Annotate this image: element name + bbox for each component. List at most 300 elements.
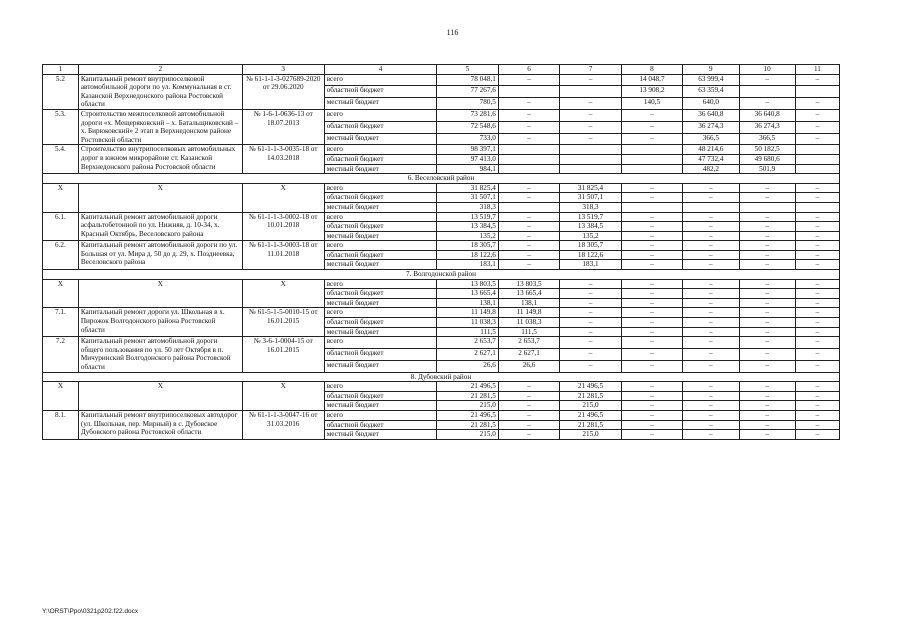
amount-cell: 97 413,0 <box>437 154 498 164</box>
amount-cell: – <box>795 420 839 430</box>
amount-cell: – <box>621 430 682 440</box>
amount-cell: – <box>621 289 682 299</box>
amount-cell <box>498 154 559 164</box>
amount-cell <box>560 86 621 98</box>
amount-cell: 11 149,8 <box>437 308 498 318</box>
amount-cell: – <box>621 250 682 260</box>
amount-cell: – <box>795 212 839 222</box>
amount-cell: – <box>498 183 559 193</box>
amount-cell: 183,1 <box>437 260 498 270</box>
amount-cell <box>498 202 559 212</box>
amount-cell: – <box>621 109 682 121</box>
amount-cell: – <box>560 349 621 361</box>
amount-cell: – <box>683 318 739 328</box>
amount-cell: 11 149,8 <box>498 308 559 318</box>
column-header: 2 <box>78 65 242 75</box>
project-document: № 61-1-1-3-027689-2020 от 29.06.2020 <box>242 74 324 109</box>
funding-source: местный бюджет <box>324 401 437 411</box>
column-header: 11 <box>795 65 839 75</box>
amount-cell: 183,1 <box>560 260 621 270</box>
amount-cell: 47 732,4 <box>683 154 739 164</box>
amount-cell: – <box>739 74 795 86</box>
amount-cell: – <box>498 382 559 392</box>
amount-cell: – <box>739 212 795 222</box>
amount-cell: – <box>739 382 795 392</box>
amount-cell: 733,0 <box>437 133 498 145</box>
amount-cell: – <box>498 121 559 133</box>
funding-source: местный бюджет <box>324 133 437 145</box>
amount-cell: – <box>739 250 795 260</box>
amount-cell: – <box>795 410 839 420</box>
amount-cell: – <box>795 327 839 337</box>
amount-cell: – <box>498 98 559 110</box>
amount-cell: 11 038,3 <box>498 318 559 328</box>
amount-cell: – <box>795 133 839 145</box>
amount-cell: – <box>795 231 839 241</box>
project-document: № 61-1-1-3-0035-18 от 14.03.2018 <box>242 145 324 174</box>
amount-cell: – <box>683 193 739 203</box>
amount-cell: – <box>621 327 682 337</box>
funding-source: местный бюджет <box>324 202 437 212</box>
amount-cell: – <box>739 401 795 411</box>
amount-cell: 2 653,7 <box>437 337 498 349</box>
table-row <box>43 382 840 392</box>
amount-cell <box>795 154 839 164</box>
row-number: 6.1. <box>43 212 79 241</box>
amount-cell: – <box>795 250 839 260</box>
amount-cell: 318,3 <box>560 202 621 212</box>
amount-cell: – <box>560 74 621 86</box>
amount-cell: – <box>739 420 795 430</box>
amount-cell: – <box>795 289 839 299</box>
amount-cell: 78 048,1 <box>437 74 498 86</box>
amount-cell: 31 825,4 <box>560 183 621 193</box>
amount-cell: 215,0 <box>560 430 621 440</box>
amount-cell: 13 519,7 <box>437 212 498 222</box>
column-header: 6 <box>498 65 559 75</box>
row-number: 7.2 <box>43 337 79 372</box>
amount-cell: – <box>739 241 795 251</box>
amount-cell: 77 267,6 <box>437 86 498 98</box>
file-path-footer: Y:\ORST\Ppo\0321p202.f22.docx <box>42 608 139 615</box>
funding-source: областной бюджет <box>324 391 437 401</box>
funding-source: местный бюджет <box>324 327 437 337</box>
amount-cell: – <box>560 318 621 328</box>
amount-cell: – <box>498 410 559 420</box>
section-row <box>43 174 840 184</box>
amount-cell: – <box>739 410 795 420</box>
amount-cell <box>795 86 839 98</box>
amount-cell: – <box>560 279 621 289</box>
amount-cell: – <box>560 327 621 337</box>
amount-cell: 98 397,1 <box>437 145 498 155</box>
funding-source: областной бюджет <box>324 289 437 299</box>
amount-cell: 13 803,5 <box>437 279 498 289</box>
amount-cell: – <box>683 327 739 337</box>
amount-cell: – <box>739 279 795 289</box>
table-row <box>43 308 840 318</box>
amount-cell: – <box>498 391 559 401</box>
row-number: 8.1. <box>43 410 79 439</box>
object-name: Строительство внутрипоселковых автомобильных дорог в южном микрорайоне ст. Казанской Верхнедонского района Ростовской области <box>78 145 242 174</box>
amount-cell: – <box>621 298 682 308</box>
amount-cell: 640,0 <box>683 98 739 110</box>
section-row <box>43 270 840 280</box>
amount-cell: – <box>683 250 739 260</box>
amount-cell: – <box>621 410 682 420</box>
amount-cell: – <box>795 260 839 270</box>
funding-source: областной бюджет <box>324 222 437 232</box>
object-name: Капитальный ремонт автомобильной дороги асфальтобетонной по ул. Нижняя, д. 10-34, х. Красный Октябрь, Веселовского района <box>78 212 242 241</box>
row-number: 6.2. <box>43 241 79 270</box>
amount-cell: – <box>739 308 795 318</box>
amount-cell: – <box>739 98 795 110</box>
amount-cell: 21 496,5 <box>560 410 621 420</box>
amount-cell: 13 519,7 <box>560 212 621 222</box>
amount-cell: 14 048,7 <box>621 74 682 86</box>
object-name: Х <box>78 183 242 212</box>
amount-cell: – <box>795 349 839 361</box>
amount-cell: – <box>683 401 739 411</box>
amount-cell: 31 825,4 <box>437 183 498 193</box>
amount-cell: – <box>739 260 795 270</box>
column-header: 8 <box>621 65 682 75</box>
amount-cell: 13 803,5 <box>498 279 559 289</box>
amount-cell: 2 627,1 <box>437 349 498 361</box>
amount-cell: – <box>683 391 739 401</box>
amount-cell: – <box>621 318 682 328</box>
funding-source: областной бюджет <box>324 420 437 430</box>
amount-cell: – <box>795 308 839 318</box>
amount-cell: – <box>621 222 682 232</box>
object-name: Капитальный ремонт автомобильной дороги по ул. Большая от ул. Мира д. 50 до д. 29, х. Позднеевка, Веселовского района <box>78 241 242 270</box>
funding-source: местный бюджет <box>324 231 437 241</box>
amount-cell: 21 496,5 <box>560 382 621 392</box>
amount-cell: – <box>498 401 559 411</box>
amount-cell: – <box>795 430 839 440</box>
amount-cell: – <box>560 337 621 349</box>
amount-cell: – <box>560 98 621 110</box>
amount-cell: – <box>621 360 682 372</box>
amount-cell: 18 122,6 <box>437 250 498 260</box>
amount-cell: 215,0 <box>437 401 498 411</box>
table-row <box>43 109 840 121</box>
amount-cell <box>739 86 795 98</box>
amount-cell <box>498 145 559 155</box>
funding-source: всего <box>324 241 437 251</box>
page-number: 116 <box>446 28 459 37</box>
amount-cell: 21 496,5 <box>437 382 498 392</box>
object-name: Капитальный ремонт внутрипоселковой автомобильной дороги по ул. Коммунальная в ст. Казанской Верхнедонского района Ростовской области <box>78 74 242 109</box>
funding-source: местный бюджет <box>324 298 437 308</box>
amount-cell: – <box>498 420 559 430</box>
object-name: Капитальный ремонт автомобильной дороги общего пользования по ул. 50 лет Октября в п. Мичуринский Волгодонского района Ростовской области <box>78 337 242 372</box>
funding-source: всего <box>324 183 437 193</box>
amount-cell: 50 182,5 <box>739 145 795 155</box>
amount-cell: – <box>795 318 839 328</box>
funding-source: местный бюджет <box>324 260 437 270</box>
amount-cell: – <box>498 250 559 260</box>
amount-cell: – <box>498 74 559 86</box>
amount-cell: – <box>498 133 559 145</box>
amount-cell: 11 038,3 <box>437 318 498 328</box>
amount-cell: – <box>621 420 682 430</box>
amount-cell: – <box>621 183 682 193</box>
row-number: 7.1. <box>43 308 79 337</box>
amount-cell: 2 627,1 <box>498 349 559 361</box>
amount-cell: 13 384,5 <box>437 222 498 232</box>
amount-cell: – <box>560 109 621 121</box>
amount-cell: – <box>621 337 682 349</box>
amount-cell: – <box>739 391 795 401</box>
amount-cell: – <box>739 337 795 349</box>
amount-cell: – <box>621 349 682 361</box>
amount-cell: – <box>621 391 682 401</box>
project-document: № 61-1-1-3-0002-18 от 10.01.2018 <box>242 212 324 241</box>
amount-cell: – <box>795 241 839 251</box>
amount-cell: 135,2 <box>560 231 621 241</box>
amount-cell: – <box>683 289 739 299</box>
funding-source: всего <box>324 337 437 349</box>
amount-cell: – <box>683 298 739 308</box>
amount-cell: 21 281,5 <box>560 391 621 401</box>
amount-cell: 13 665,4 <box>498 289 559 299</box>
amount-cell: 18 305,7 <box>437 241 498 251</box>
amount-cell: 111,5 <box>498 327 559 337</box>
section-title: 8. Дубовский район <box>43 372 840 382</box>
funding-source: областной бюджет <box>324 318 437 328</box>
column-header: 1 <box>43 65 79 75</box>
amount-cell: – <box>795 298 839 308</box>
amount-cell: 63 359,4 <box>683 86 739 98</box>
amount-cell: – <box>683 337 739 349</box>
amount-cell: – <box>683 212 739 222</box>
amount-cell <box>498 164 559 174</box>
amount-cell: – <box>683 430 739 440</box>
amount-cell: – <box>498 241 559 251</box>
amount-cell: 138,1 <box>437 298 498 308</box>
amount-cell: – <box>683 183 739 193</box>
amount-cell: 73 281,6 <box>437 109 498 121</box>
amount-cell: – <box>795 183 839 193</box>
amount-cell: 36 274,3 <box>683 121 739 133</box>
amount-cell: – <box>683 382 739 392</box>
amount-cell: – <box>498 109 559 121</box>
amount-cell: 366,5 <box>683 133 739 145</box>
amount-cell: 21 281,5 <box>560 420 621 430</box>
amount-cell: 135,2 <box>437 231 498 241</box>
amount-cell: 111,5 <box>437 327 498 337</box>
amount-cell: 215,0 <box>560 401 621 411</box>
amount-cell: – <box>795 222 839 232</box>
amount-cell: – <box>560 360 621 372</box>
amount-cell: 18 122,6 <box>560 250 621 260</box>
amount-cell: 13 384,5 <box>560 222 621 232</box>
amount-cell <box>621 202 682 212</box>
amount-cell <box>795 145 839 155</box>
amount-cell <box>621 154 682 164</box>
amount-cell: 63 999,4 <box>683 74 739 86</box>
column-header: 3 <box>242 65 324 75</box>
amount-cell: – <box>739 327 795 337</box>
project-document: № 61-5-1-5-0010-15 от 16.01.2015 <box>242 308 324 337</box>
amount-cell: 984,1 <box>437 164 498 174</box>
amount-cell: – <box>683 410 739 420</box>
amount-cell: – <box>621 231 682 241</box>
row-number: 5.3. <box>43 109 79 144</box>
funding-source: областной бюджет <box>324 121 437 133</box>
amount-cell: 138,1 <box>498 298 559 308</box>
amount-cell: 366,5 <box>739 133 795 145</box>
project-document: Х <box>242 382 324 411</box>
object-name: Капитальный ремонт дороги ул. Школьная в х. Пирожок Волгодонского района Ростовской области <box>78 308 242 337</box>
amount-cell: – <box>498 430 559 440</box>
amount-cell: 215,0 <box>437 430 498 440</box>
amount-cell: – <box>739 289 795 299</box>
amount-cell: – <box>795 360 839 372</box>
amount-cell: – <box>498 212 559 222</box>
column-header: 10 <box>739 65 795 75</box>
amount-cell: – <box>683 241 739 251</box>
amount-cell <box>795 202 839 212</box>
project-document: № 3-6-1-0004-15 от 16.01.2015 <box>242 337 324 372</box>
amount-cell: – <box>498 231 559 241</box>
amount-cell <box>739 202 795 212</box>
amount-cell: 2 653,7 <box>498 337 559 349</box>
amount-cell: – <box>621 212 682 222</box>
budget-table <box>42 64 840 440</box>
amount-cell: – <box>739 231 795 241</box>
amount-cell <box>560 145 621 155</box>
funding-source: всего <box>324 279 437 289</box>
funding-source: местный бюджет <box>324 430 437 440</box>
funding-source: всего <box>324 382 437 392</box>
table-row <box>43 212 840 222</box>
amount-cell: – <box>498 260 559 270</box>
table-header-row <box>43 65 840 75</box>
table-row <box>43 410 840 420</box>
project-document: Х <box>242 279 324 308</box>
section-row <box>43 372 840 382</box>
amount-cell <box>621 164 682 174</box>
amount-cell: 36 640,8 <box>683 109 739 121</box>
row-number: Х <box>43 279 79 308</box>
table-row <box>43 183 840 193</box>
amount-cell: – <box>560 298 621 308</box>
amount-cell: 501,9 <box>739 164 795 174</box>
table-row <box>43 337 840 349</box>
amount-cell: – <box>683 279 739 289</box>
amount-cell: – <box>560 121 621 133</box>
amount-cell: – <box>621 121 682 133</box>
amount-cell: – <box>795 337 839 349</box>
column-header: 7 <box>560 65 621 75</box>
object-name: Х <box>78 382 242 411</box>
amount-cell: 36 274,3 <box>739 121 795 133</box>
row-number: Х <box>43 183 79 212</box>
amount-cell: 72 548,6 <box>437 121 498 133</box>
amount-cell: 140,5 <box>621 98 682 110</box>
amount-cell: – <box>683 231 739 241</box>
amount-cell <box>795 164 839 174</box>
amount-cell: – <box>621 241 682 251</box>
project-document: № 61-1-1-3-0003-18 от 11.01.2018 <box>242 241 324 270</box>
amount-cell: 780,5 <box>437 98 498 110</box>
amount-cell: – <box>795 121 839 133</box>
funding-source: областной бюджет <box>324 86 437 98</box>
amount-cell: – <box>498 193 559 203</box>
amount-cell: 318,3 <box>437 202 498 212</box>
amount-cell <box>683 202 739 212</box>
funding-source: местный бюджет <box>324 98 437 110</box>
amount-cell: – <box>683 420 739 430</box>
funding-source: всего <box>324 212 437 222</box>
amount-cell: 21 281,5 <box>437 391 498 401</box>
amount-cell: – <box>560 308 621 318</box>
amount-cell: – <box>795 401 839 411</box>
amount-cell: 31 507,1 <box>437 193 498 203</box>
funding-source: всего <box>324 109 437 121</box>
object-name: Капитальный ремонт внутрипоселковых автодорог (ул. Школьная, пер. Мирный) в с. Дубовское Дубовского района Ростовской области <box>78 410 242 439</box>
amount-cell: – <box>683 260 739 270</box>
amount-cell: 13 908,2 <box>621 86 682 98</box>
amount-cell <box>621 145 682 155</box>
amount-cell <box>560 164 621 174</box>
amount-cell: 49 680,6 <box>739 154 795 164</box>
amount-cell: 31 507,1 <box>560 193 621 203</box>
object-name: Х <box>78 279 242 308</box>
amount-cell: – <box>739 193 795 203</box>
amount-cell: – <box>560 289 621 299</box>
section-title: 6. Веселовский район <box>43 174 840 184</box>
amount-cell: – <box>795 109 839 121</box>
table-row <box>43 241 840 251</box>
amount-cell: – <box>683 360 739 372</box>
funding-source: всего <box>324 410 437 420</box>
amount-cell: 48 214,6 <box>683 145 739 155</box>
amount-cell: – <box>795 98 839 110</box>
funding-source: областной бюджет <box>324 349 437 361</box>
amount-cell: – <box>621 279 682 289</box>
amount-cell: – <box>739 430 795 440</box>
amount-cell: 21 496,5 <box>437 410 498 420</box>
column-header: 4 <box>324 65 437 75</box>
amount-cell <box>560 154 621 164</box>
table-row <box>43 279 840 289</box>
funding-source: местный бюджет <box>324 360 437 372</box>
amount-cell: – <box>621 401 682 411</box>
funding-source: всего <box>324 74 437 86</box>
amount-cell: 36 640,8 <box>739 109 795 121</box>
row-number: Х <box>43 382 79 411</box>
project-document: № 61-1-1-3-0047-16 от 31.03.2016 <box>242 410 324 439</box>
amount-cell: – <box>621 308 682 318</box>
row-number: 5.2 <box>43 74 79 109</box>
amount-cell: – <box>795 391 839 401</box>
funding-source: областной бюджет <box>324 154 437 164</box>
amount-cell: – <box>621 133 682 145</box>
amount-cell: – <box>739 183 795 193</box>
amount-cell: 13 665,4 <box>437 289 498 299</box>
table-row <box>43 145 840 155</box>
funding-source: всего <box>324 308 437 318</box>
amount-cell: – <box>739 298 795 308</box>
amount-cell <box>498 86 559 98</box>
amount-cell: – <box>498 222 559 232</box>
project-document: № 1-6-1-0636-13 от 18.07.2013 <box>242 109 324 144</box>
amount-cell: 482,2 <box>683 164 739 174</box>
amount-cell: 18 305,7 <box>560 241 621 251</box>
